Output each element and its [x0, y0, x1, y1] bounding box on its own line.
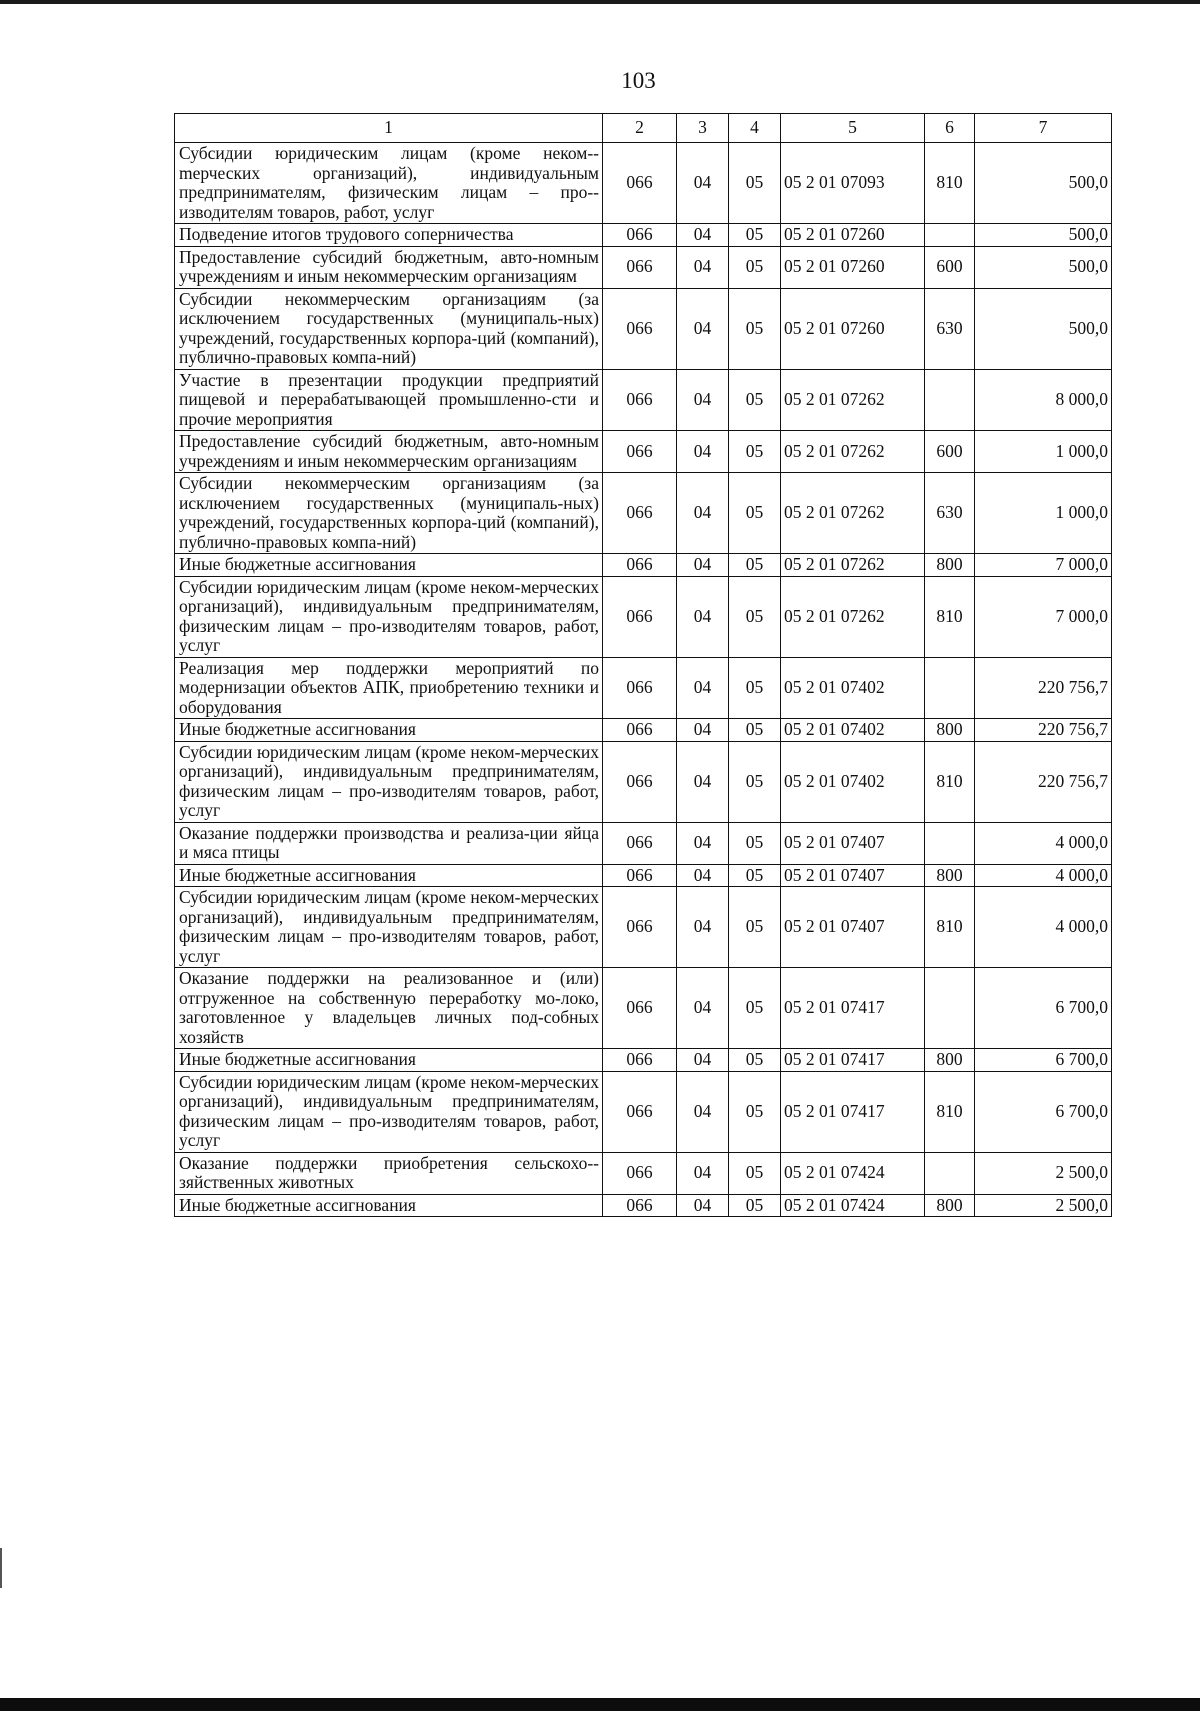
- table-row: [175, 1152, 1112, 1194]
- row-target-article-cell: 05 2 01 07262: [781, 473, 925, 554]
- table-row: [175, 887, 1112, 968]
- row-expense-type-cell: 800: [925, 719, 975, 742]
- row-target-article-cell: 05 2 01 07260: [781, 288, 925, 369]
- row-section-cell: 04: [677, 741, 729, 822]
- row-subsection-cell: 05: [729, 822, 781, 864]
- row-amount-cell: 2 500,0: [975, 1194, 1112, 1217]
- row-subsection-cell: 05: [729, 887, 781, 968]
- row-expense-type-cell: 810: [925, 741, 975, 822]
- row-name-cell: Предоставление субсидий бюджетным, авто-номным учреждениям и иным некоммерческим организациям: [175, 246, 603, 288]
- row-section-cell: 04: [677, 887, 729, 968]
- table-row: [175, 657, 1112, 719]
- row-expense-type-cell: 810: [925, 887, 975, 968]
- table-row: [175, 288, 1112, 369]
- row-target-article-cell: 05 2 01 07402: [781, 719, 925, 742]
- row-target-article-cell: 05 2 01 07424: [781, 1152, 925, 1194]
- row-section-cell: 04: [677, 822, 729, 864]
- row-subsection-cell: 05: [729, 246, 781, 288]
- row-name-cell: Иные бюджетные ассигнования: [175, 864, 603, 887]
- row-admin-code-cell: 066: [603, 864, 677, 887]
- row-subsection-cell: 05: [729, 143, 781, 224]
- row-admin-code-cell: 066: [603, 822, 677, 864]
- row-subsection-cell: 05: [729, 224, 781, 247]
- page-number: 103: [621, 68, 656, 93]
- column-header: 5: [781, 114, 925, 143]
- row-admin-code-cell: 066: [603, 431, 677, 473]
- row-subsection-cell: 05: [729, 657, 781, 719]
- table-row: [175, 864, 1112, 887]
- row-admin-code-cell: 066: [603, 1194, 677, 1217]
- row-expense-type-cell: 630: [925, 288, 975, 369]
- row-name-cell: Субсидии некоммерческим организациям (за исключением государственных (муниципаль-ных) учреждений, государственных корпора-ций (компаний), публично-правовых компа-ний): [175, 473, 603, 554]
- row-amount-cell: 4 000,0: [975, 864, 1112, 887]
- row-expense-type-cell: 800: [925, 1049, 975, 1072]
- row-name-cell: Субсидии юридическим лицам (кроме неком-мерческих организаций), индивидуальным предпринимателям, физическим лицам – про-изводителям товаров, работ, услуг: [175, 741, 603, 822]
- row-subsection-cell: 05: [729, 1049, 781, 1072]
- row-amount-cell: 220 756,7: [975, 719, 1112, 742]
- row-expense-type-cell: 600: [925, 431, 975, 473]
- row-name-cell: Иные бюджетные ассигнования: [175, 1194, 603, 1217]
- row-admin-code-cell: 066: [603, 473, 677, 554]
- row-section-cell: 04: [677, 224, 729, 247]
- row-expense-type-cell: 810: [925, 1071, 975, 1152]
- row-expense-type-cell: 810: [925, 143, 975, 224]
- table-row: [175, 224, 1112, 247]
- row-amount-cell: 4 000,0: [975, 887, 1112, 968]
- column-header: 1: [175, 114, 603, 143]
- row-name-cell: Подведение итогов трудового соперничества: [175, 224, 603, 247]
- row-expense-type-cell: [925, 1152, 975, 1194]
- row-expense-type-cell: [925, 968, 975, 1049]
- row-section-cell: 04: [677, 431, 729, 473]
- row-subsection-cell: 05: [729, 968, 781, 1049]
- row-target-article-cell: 05 2 01 07407: [781, 822, 925, 864]
- row-section-cell: 04: [677, 1071, 729, 1152]
- row-expense-type-cell: [925, 224, 975, 247]
- row-target-article-cell: 05 2 01 07262: [781, 431, 925, 473]
- scan-edge-top: [0, 0, 1200, 4]
- scan-mark-left: [0, 1548, 2, 1588]
- column-header: 2: [603, 114, 677, 143]
- row-amount-cell: 220 756,7: [975, 741, 1112, 822]
- column-header: 7: [975, 114, 1112, 143]
- row-amount-cell: 7 000,0: [975, 554, 1112, 577]
- row-amount-cell: 4 000,0: [975, 822, 1112, 864]
- row-name-cell: Оказание поддержки на реализованное и (или) отгруженное на собственную переработку мо-локо, заготовленное у владельцев личных под-собных хозяйств: [175, 968, 603, 1049]
- row-target-article-cell: 05 2 01 07402: [781, 741, 925, 822]
- row-section-cell: 04: [677, 473, 729, 554]
- row-target-article-cell: 05 2 01 07424: [781, 1194, 925, 1217]
- row-expense-type-cell: [925, 369, 975, 431]
- row-section-cell: 04: [677, 576, 729, 657]
- table-header: [175, 114, 1112, 143]
- row-amount-cell: 1 000,0: [975, 431, 1112, 473]
- row-section-cell: 04: [677, 657, 729, 719]
- row-section-cell: 04: [677, 246, 729, 288]
- row-admin-code-cell: 066: [603, 719, 677, 742]
- table-row: [175, 431, 1112, 473]
- table-header-row: [175, 114, 1112, 143]
- row-name-cell: Оказание поддержки производства и реализа-ции яйца и мяса птицы: [175, 822, 603, 864]
- row-name-cell: Иные бюджетные ассигнования: [175, 554, 603, 577]
- row-admin-code-cell: 066: [603, 968, 677, 1049]
- row-section-cell: 04: [677, 864, 729, 887]
- table-row: [175, 473, 1112, 554]
- row-section-cell: 04: [677, 1049, 729, 1072]
- row-name-cell: Субсидии юридическим лицам (кроме неком-mерческих организаций), индивидуальным предпринимателям, физическим лицам – про-изводителям товаров, работ, услуг: [175, 143, 603, 224]
- row-subsection-cell: 05: [729, 719, 781, 742]
- row-target-article-cell: 05 2 01 07260: [781, 246, 925, 288]
- row-expense-type-cell: 600: [925, 246, 975, 288]
- table-row: [175, 1071, 1112, 1152]
- row-admin-code-cell: 066: [603, 741, 677, 822]
- row-admin-code-cell: 066: [603, 887, 677, 968]
- row-section-cell: 04: [677, 968, 729, 1049]
- row-target-article-cell: 05 2 01 07260: [781, 224, 925, 247]
- row-target-article-cell: 05 2 01 07262: [781, 576, 925, 657]
- row-subsection-cell: 05: [729, 431, 781, 473]
- row-expense-type-cell: 800: [925, 864, 975, 887]
- row-expense-type-cell: [925, 657, 975, 719]
- row-amount-cell: 2 500,0: [975, 1152, 1112, 1194]
- row-name-cell: Оказание поддержки приобретения сельскохо-зяйственных животных: [175, 1152, 603, 1194]
- table-row: [175, 719, 1112, 742]
- row-name-cell: Реализация мер поддержки мероприятий по модернизации объектов АПК, приобретению техники и оборудования: [175, 657, 603, 719]
- row-admin-code-cell: 066: [603, 369, 677, 431]
- row-amount-cell: 6 700,0: [975, 968, 1112, 1049]
- row-name-cell: Субсидии юридическим лицам (кроме неком-мерческих организаций), индивидуальным предпринимателям, физическим лицам – про-изводителям товаров, работ, услуг: [175, 887, 603, 968]
- row-subsection-cell: 05: [729, 1152, 781, 1194]
- row-admin-code-cell: 066: [603, 1152, 677, 1194]
- row-amount-cell: 1 000,0: [975, 473, 1112, 554]
- column-header: 3: [677, 114, 729, 143]
- row-name-cell: Участие в презентации продукции предприятий пищевой и перерабатывающей промышленно-сти и прочие мероприятия: [175, 369, 603, 431]
- table-row: [175, 741, 1112, 822]
- row-name-cell: Субсидии юридическим лицам (кроме неком-мерческих организаций), индивидуальным предпринимателям, физическим лицам – про-изводителям товаров, работ, услуг: [175, 576, 603, 657]
- table-row: [175, 369, 1112, 431]
- row-admin-code-cell: 066: [603, 288, 677, 369]
- row-amount-cell: 500,0: [975, 143, 1112, 224]
- row-target-article-cell: 05 2 01 07407: [781, 887, 925, 968]
- row-subsection-cell: 05: [729, 1194, 781, 1217]
- row-subsection-cell: 05: [729, 576, 781, 657]
- row-subsection-cell: 05: [729, 741, 781, 822]
- row-section-cell: 04: [677, 143, 729, 224]
- row-target-article-cell: 05 2 01 07093: [781, 143, 925, 224]
- table-body: [175, 143, 1112, 1217]
- row-target-article-cell: 05 2 01 07407: [781, 864, 925, 887]
- row-amount-cell: 6 700,0: [975, 1071, 1112, 1152]
- row-expense-type-cell: 630: [925, 473, 975, 554]
- row-expense-type-cell: 800: [925, 1194, 975, 1217]
- row-name-cell: Субсидии юридическим лицам (кроме неком-мерческих организаций), индивидуальным предпринимателям, физическим лицам – про-изводителям товаров, работ, услуг: [175, 1071, 603, 1152]
- table-row: [175, 968, 1112, 1049]
- row-expense-type-cell: 810: [925, 576, 975, 657]
- row-admin-code-cell: 066: [603, 554, 677, 577]
- row-expense-type-cell: 800: [925, 554, 975, 577]
- row-admin-code-cell: 066: [603, 224, 677, 247]
- table-row: [175, 143, 1112, 224]
- column-header: 4: [729, 114, 781, 143]
- table-row: [175, 822, 1112, 864]
- row-admin-code-cell: 066: [603, 657, 677, 719]
- row-subsection-cell: 05: [729, 554, 781, 577]
- row-amount-cell: 220 756,7: [975, 657, 1112, 719]
- row-amount-cell: 500,0: [975, 224, 1112, 247]
- table-row: [175, 1194, 1112, 1217]
- table-row: [175, 576, 1112, 657]
- row-expense-type-cell: [925, 822, 975, 864]
- row-amount-cell: 8 000,0: [975, 369, 1112, 431]
- row-target-article-cell: 05 2 01 07262: [781, 369, 925, 431]
- row-admin-code-cell: 066: [603, 576, 677, 657]
- column-header: 6: [925, 114, 975, 143]
- row-section-cell: 04: [677, 719, 729, 742]
- row-section-cell: 04: [677, 288, 729, 369]
- scan-edge-bottom: [0, 1698, 1200, 1711]
- budget-table: [174, 113, 1112, 1217]
- table-row: [175, 1049, 1112, 1072]
- row-admin-code-cell: 066: [603, 1049, 677, 1072]
- row-target-article-cell: 05 2 01 07417: [781, 1049, 925, 1072]
- row-subsection-cell: 05: [729, 473, 781, 554]
- row-section-cell: 04: [677, 1152, 729, 1194]
- row-target-article-cell: 05 2 01 07417: [781, 1071, 925, 1152]
- row-amount-cell: 6 700,0: [975, 1049, 1112, 1072]
- row-subsection-cell: 05: [729, 369, 781, 431]
- row-subsection-cell: 05: [729, 864, 781, 887]
- row-name-cell: Иные бюджетные ассигнования: [175, 719, 603, 742]
- table-row: [175, 554, 1112, 577]
- row-target-article-cell: 05 2 01 07262: [781, 554, 925, 577]
- row-name-cell: Иные бюджетные ассигнования: [175, 1049, 603, 1072]
- row-section-cell: 04: [677, 1194, 729, 1217]
- row-name-cell: Предоставление субсидий бюджетным, авто-номным учреждениям и иным некоммерческим организациям: [175, 431, 603, 473]
- row-section-cell: 04: [677, 369, 729, 431]
- row-target-article-cell: 05 2 01 07402: [781, 657, 925, 719]
- row-amount-cell: 500,0: [975, 246, 1112, 288]
- row-target-article-cell: 05 2 01 07417: [781, 968, 925, 1049]
- row-admin-code-cell: 066: [603, 1071, 677, 1152]
- row-section-cell: 04: [677, 554, 729, 577]
- row-name-cell: Субсидии некоммерческим организациям (за исключением государственных (муниципаль-ных) учреждений, государственных корпора-ций (компаний), публично-правовых компа-ний): [175, 288, 603, 369]
- table-row: [175, 246, 1112, 288]
- row-admin-code-cell: 066: [603, 246, 677, 288]
- row-admin-code-cell: 066: [603, 143, 677, 224]
- row-amount-cell: 500,0: [975, 288, 1112, 369]
- row-subsection-cell: 05: [729, 1071, 781, 1152]
- row-amount-cell: 7 000,0: [975, 576, 1112, 657]
- row-subsection-cell: 05: [729, 288, 781, 369]
